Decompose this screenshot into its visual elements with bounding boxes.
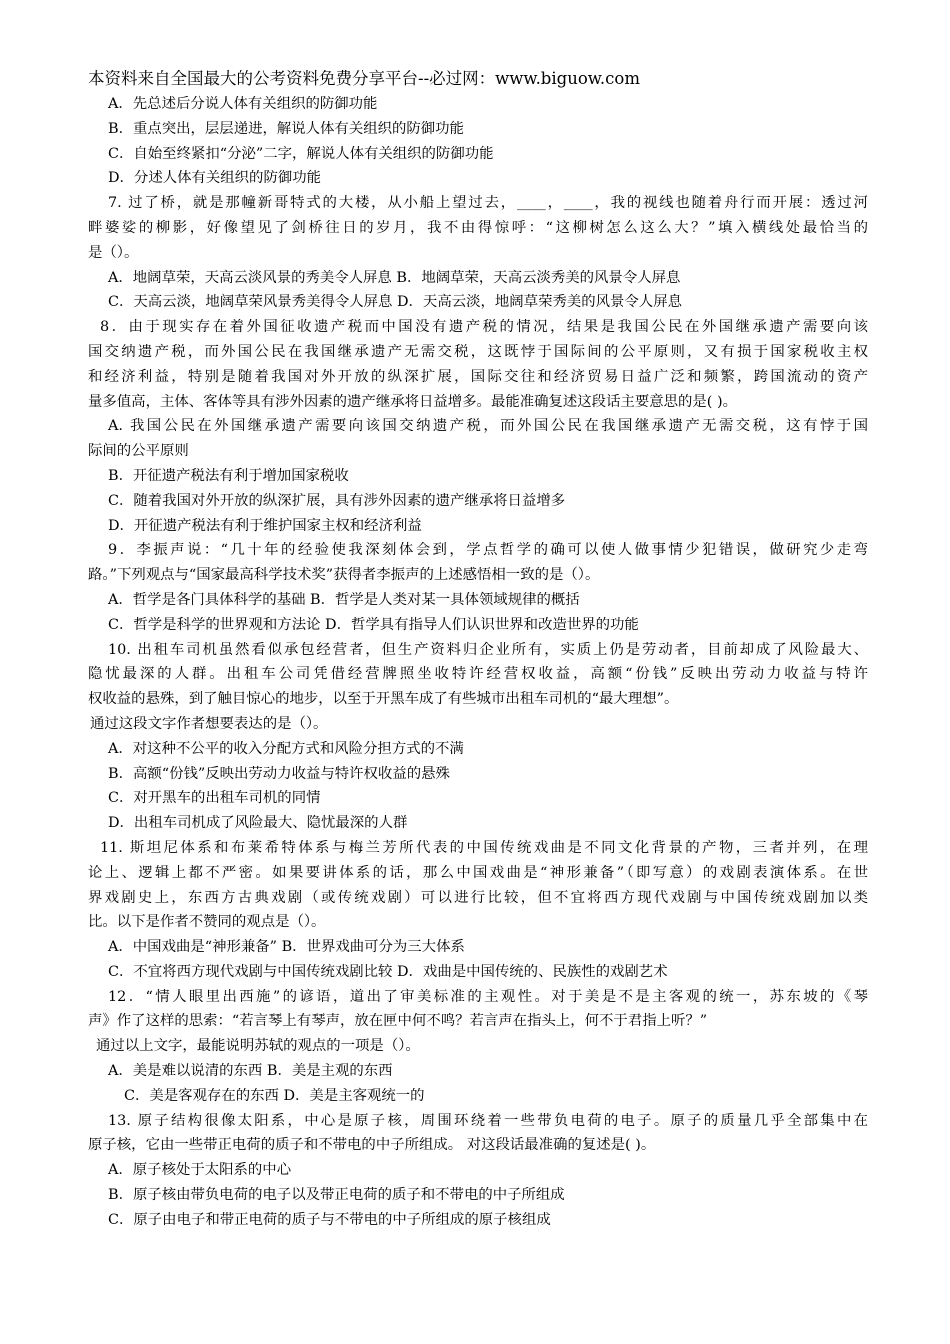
text-line: 比。以下是作者不赞同的观点是（）。	[88, 914, 326, 931]
text-line: 权收益的悬殊，到了触目惊心的地步，以至于开黑车成了有些城市出租车司机的“最大理想”。	[88, 691, 679, 708]
text-line: A．对这种不公平的收入分配方式和风险分担方式的不满	[108, 740, 464, 757]
text-line: 声》作了这样的思索：“若言琴上有琴声，放在匣中何不鸣？若言声在指头上，何不于君指上听？”	[88, 1013, 708, 1030]
text-line: 国交纳遗产税，而外国公民在我国继承遗产无需交税，这既悖于国际间的公平原则，又有损于国家税收主权	[88, 343, 868, 360]
text-line: 隐忧最深的人群。出租车公司凭借经营牌照坐收特许经营权收益，高额“份钱”反映出劳动力收益与特许	[88, 666, 868, 683]
text-line: D．开征遗产税法有利于维护国家主权和经济利益	[108, 517, 422, 534]
text-line: A．美是难以说清的东西 B．美是主观的东西	[108, 1063, 393, 1080]
text-line: 7. 过了桥，就是那幢新哥特式的大楼，从小船上望过去，____，____，我的视线也随着舟行而开展：透过河	[108, 195, 868, 212]
text-line: 通过以上文字，最能说明苏轼的观点的一项是（）。	[96, 1038, 420, 1055]
text-line: C．随着我国对外开放的纵深扩展，具有涉外因素的遗产继承将日益增多	[108, 492, 566, 509]
text-line: B．高额“份钱”反映出劳动力收益与特许权收益的悬殊	[108, 765, 450, 782]
text-line: A．哲学是各门具体科学的基础 B．哲学是人类对某一具体领域规律的概括	[108, 591, 580, 608]
text-line: B．重点突出，层层递进，解说人体有关组织的防御功能	[108, 120, 464, 137]
text-line: 和经济利益，特别是随着我国对外开放的纵深扩展，国际交往和经济贸易日益广泛和频繁，跨国流动的资产	[88, 368, 868, 385]
text-line: 路。”下列观点与“国家最高科学技术奖”获得者李振声的上述感悟相一致的是（）。	[88, 567, 600, 584]
text-line: D．分述人体有关组织的防御功能	[108, 170, 322, 187]
text-line: 13. 原子结构很像太阳系，中心是原子核，周围环绕着一些带负电荷的电子。原子的质量几乎全部集中在	[108, 1112, 868, 1129]
page-header: 本资料来自全国最大的公考资料免费分享平台--必过网：www.biguow.com	[88, 69, 641, 88]
text-line: 11. 斯坦尼体系和布莱希特体系与梅兰芳所代表的中国传统戏曲是不同文化背景的产物，三者并列，在理	[100, 839, 868, 856]
text-line: C．哲学是科学的世界观和方法论 D．哲学具有指导人们认识世界和改造世界的功能	[108, 616, 639, 633]
text-line: C．不宜将西方现代戏剧与中国传统戏剧比较 D．戏曲是中国传统的、民族性的戏剧艺术	[108, 963, 668, 980]
text-line: A. 我国公民在外国继承遗产需要向该国交纳遗产税，而外国公民在我国继承遗产无需交税，这有悖于国	[108, 418, 868, 435]
text-line: C．天高云淡，地阔草荣风景秀美得令人屏息 D．天高云淡，地阔草荣秀美的风景令人屏息	[108, 294, 682, 311]
text-line: C．美是客观存在的东西 D．美是主客观统一的	[124, 1087, 425, 1104]
text-line: A．先总述后分说人体有关组织的防御功能	[108, 96, 378, 112]
text-line: B．开征遗产税法有利于增加国家税收	[108, 467, 349, 484]
text-line: 12．“情人眼里出西施”的谚语，道出了审美标准的主观性。对于美是不是主客观的统一，苏东坡的《琴	[108, 988, 868, 1005]
text-line: 10. 出租车司机虽然看似承包经营者，但生产资料归企业所有，实质上仍是劳动者，目前却成了风险最大、	[108, 641, 868, 658]
text-line: 9．李振声说：“几十年的经验使我深刻体会到，学点哲学的确可以使人做事情少犯错误，做研究少走弯	[108, 542, 868, 559]
text-line: B．原子核由带负电荷的电子以及带正电荷的质子和不带电的中子所组成	[108, 1187, 565, 1204]
text-line: 原子核，它由一些带正电荷的质子和不带电的中子所组成。 对这段话最准确的复述是( )。	[88, 1137, 656, 1154]
text-line: A．原子核处于太阳系的中心	[108, 1162, 292, 1179]
document-page	[88, 66, 868, 1233]
text-line: A．中国戏曲是“神形兼备” B．世界戏曲可分为三大体系	[108, 939, 465, 956]
text-line: 8．由于现实存在着外国征收遗产税而中国没有遗产税的情况，结果是我国公民在外国继承遗产需要向该	[100, 319, 868, 336]
text-line: 通过这段文字作者想要表达的是（）。	[90, 715, 328, 732]
text-line: C．对开黑车的出租车司机的同情	[108, 790, 321, 807]
text-line: 是（）。	[88, 244, 139, 261]
text-line: A．地阔草荣，天高云淡风景的秀美令人屏息 B．地阔草荣，天高云淡秀美的风景令人屏息	[108, 269, 681, 286]
text-line: 论上、逻辑上都不严密。如果要讲体系的话，那么中国戏曲是“神形兼备”（即写意）的戏剧表演体系。在世	[88, 864, 868, 881]
text-line: C．原子由电子和带正电荷的质子与不带电的中子所组成的原子核组成	[108, 1211, 551, 1228]
text-line: C．自始至终紧扣“分泌”二字，解说人体有关组织的防御功能	[108, 145, 494, 162]
document-body	[88, 92, 868, 1233]
text-line: 畔婆娑的柳影，好像望见了剑桥往日的岁月，我不由得惊呼：“这柳树怎么这么大？”填入横线处最恰当的	[88, 219, 868, 236]
text-line: 量多值高，主体、客体等具有涉外因素的遗产继承将日益增多。最能准确复述这段话主要意思的是( )。	[88, 393, 737, 410]
text-line: D．出租车司机成了风险最大、隐忧最深的人群	[108, 815, 408, 832]
text-line: 界戏剧史上，东西方古典戏剧（或传统戏剧）可以进行比较，但不宜将西方现代戏剧与中国传统戏剧加以类	[88, 889, 868, 906]
text-line: 际间的公平原则	[88, 443, 189, 460]
